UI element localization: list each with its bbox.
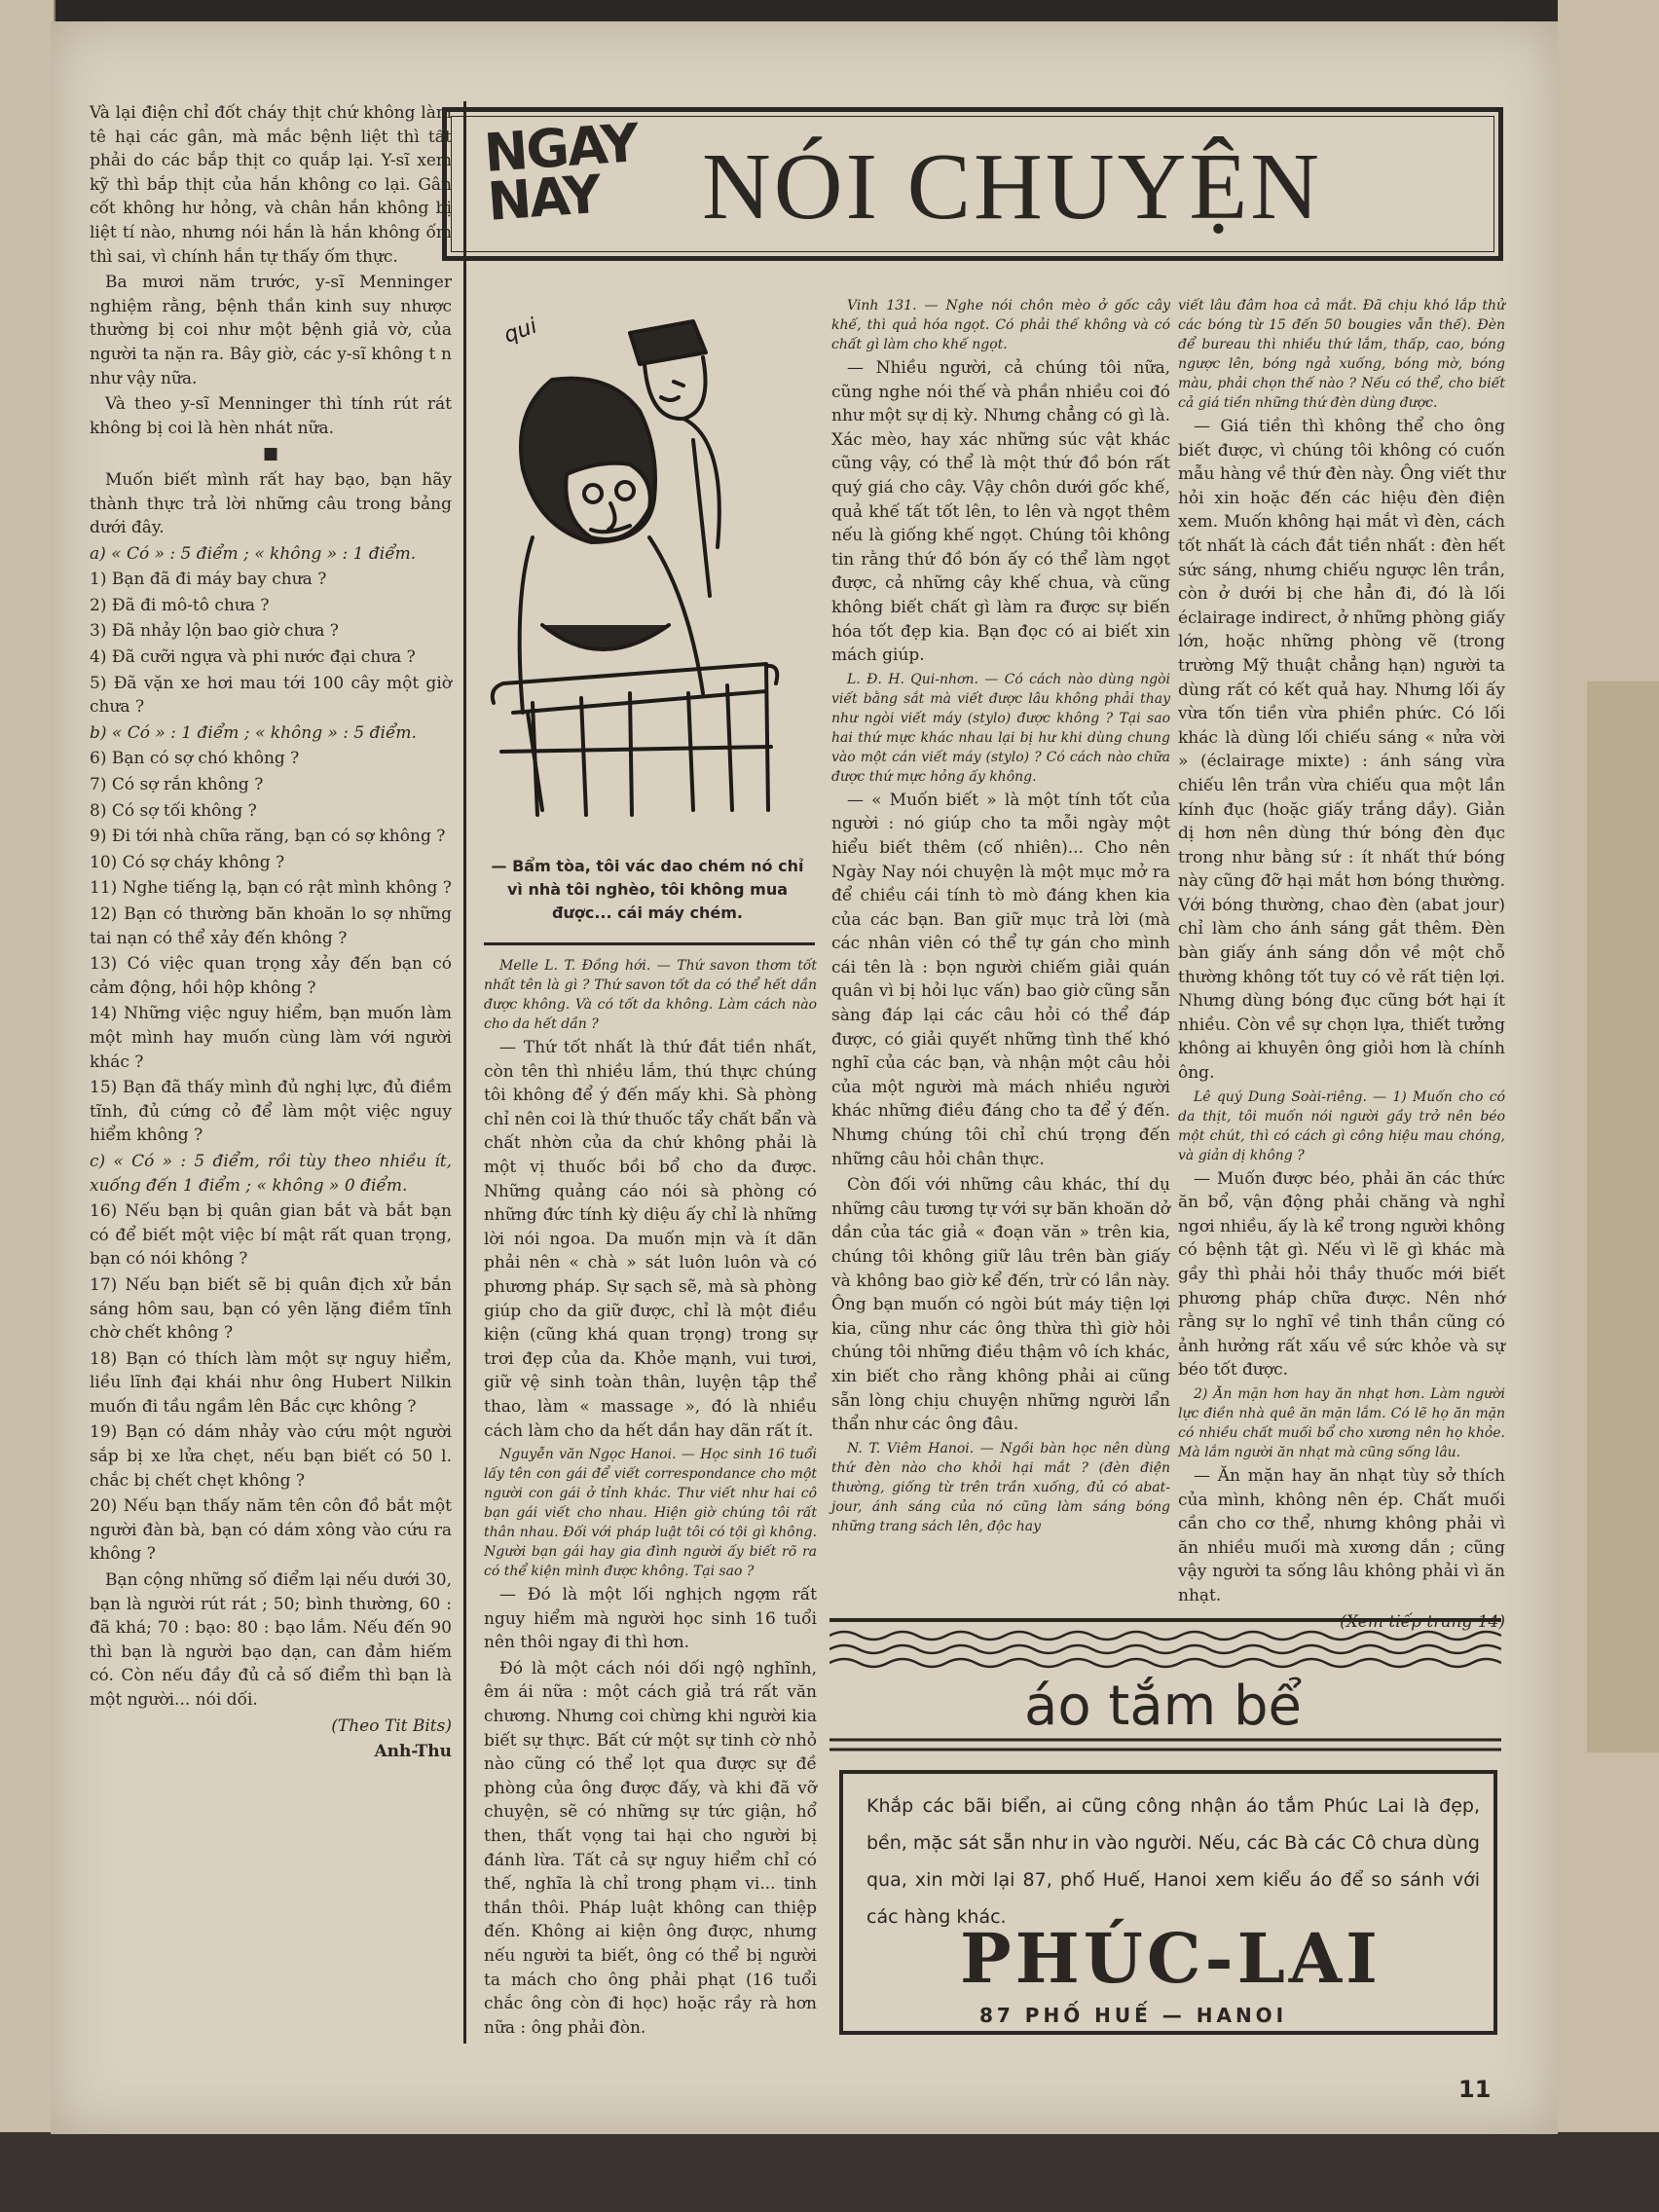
quiz-question: 9) Đi tới nhà chữa răng, bạn có sợ không ? xyxy=(90,827,446,847)
reader-question: viết lâu đâm hoa cả mắt. Đã chịu khó lắp thử các bóng từ 15 đến 50 bougies vẫn thế). Đèn để bureau thì nhiều thứ lắm, thấp, cao, bóng ngược lên, bóng ngả xuống, bóng mờ, bóng màu, phải chọn thế nào ? Nếu có thể, cho biết cả giá tiền những thứ đèn dùng được. xyxy=(1178,298,1505,411)
column-left xyxy=(90,101,452,1766)
svg-text:qui: qui xyxy=(500,313,541,349)
reader-question: Lê quý Dung Soài-riêng. — 1) Muốn cho có da thịt, tôi muốn nói người gầy trở nên béo một chút, thì có cách gì công hiệu mau chóng, và giản dị không ? xyxy=(1178,1088,1505,1163)
column-center-left xyxy=(484,956,817,2042)
bottom-shadow xyxy=(0,2132,1659,2212)
quiz-question: 2) Đã đi mô-tô chưa ? xyxy=(90,595,270,615)
section-bullet: ■ xyxy=(262,444,279,464)
section-header xyxy=(442,107,1503,261)
reader-question: L. Đ. H. Qui-nhơn. — Có cách nào dùng ngòi viết bằng sắt mà viết được lâu không phải thay như ngòi viết máy (stylo) được không ? Tại sao hai thứ mực khác nhau lại bị hư khi dùng chung vào một cán viết máy (stylo) ? Có cách nào chữa được thứ mực hỏng ấy không. xyxy=(831,671,1170,785)
author-signature: Anh-Thu xyxy=(374,1742,452,1762)
quiz-scoring: b) « Có » : 1 điểm ; « không » : 5 điểm. xyxy=(90,722,417,743)
quiz-question: 12) Bạn có thường băn khoăn lo sợ những tai nạn có thể xảy đến không ? xyxy=(90,904,452,948)
reader-question: N. T. Viêm Hanoi. — Ngồi bàn học nên dùng thứ đèn nào cho khỏi hại mắt ? (đèn điện thường, giống từ trên trần xuống, đủ có abat-jour, ánh sáng của nó cũng làm sáng bóng những trang sách lên, độc hay xyxy=(831,1440,1170,1534)
quiz-result: Bạn cộng những số điểm lại nếu dưới 30, bạn là người rút rát ; 50; bình thường, 60 : đã khá; 70 : bạo: 80 : bạo lắm. Nếu đến 90 thì bạn là người bạo dạn, can đảm hiếm có. Còn nếu đầy đủ cả số điểm thì bạn là một người... nói dối. xyxy=(90,1570,452,1710)
section-title: NÓI CHUYỆN xyxy=(702,134,1322,240)
quiz-question: 13) Có việc quan trọng xảy đến bạn có cảm động, hồi hộp không ? xyxy=(90,954,452,998)
quiz-question: 4) Đã cưỡi ngựa và phi nước đại chưa ? xyxy=(90,647,416,668)
reader-question: Melle L. T. Đồng hới. — Thứ savon thơm tốt nhất tên là gì ? Thứ savon tốt da có thể hết dần được không. Và có tốt da không. Làm cách nào cho da hết dần ? xyxy=(484,958,817,1032)
quiz-scoring: c) « Có » : 5 điểm, rồi tùy theo nhiều ít, xuống đến 1 điểm ; « không » 0 điểm. xyxy=(90,1151,452,1196)
quiz-question: 1) Bạn đã đi máy bay chưa ? xyxy=(90,570,327,590)
quiz-question: 8) Có sợ tối không ? xyxy=(90,800,257,821)
source-credit: (Theo Tit Bits) xyxy=(331,1715,452,1736)
answer-paragraph: — Đó là một lối nghịch ngợm rất nguy hiểm mà người học sinh 16 tuổi nên thôi ngay đi thì hơn. xyxy=(484,1585,817,1653)
column-center xyxy=(831,296,1170,1538)
ad-address: 87 PHỐ HUẾ — HANOI xyxy=(979,2004,1288,2027)
ad-title: áo tắm bể xyxy=(1024,1675,1303,1738)
page-number: 11 xyxy=(1458,2076,1492,2103)
reader-question: Vinh 131. — Nghe nói chôn mèo ở gốc cây khế, thì quả hóa ngọt. Có phải thế không và có chất gì làm cho khế ngọt. xyxy=(831,298,1170,352)
answer-paragraph: — « Muốn biết » là một tính tốt của người : nó giúp cho ta mỗi ngày một hiểu biết thêm (cố nhiên)... Cho nên Ngày Nay nói chuyện là một mục mở ra để chiều cái tính tò mò đáng khen kia của các bạn. Ban giữ mục trả lời (mà các nhân viên có thể tự gán cho mình cái tên là : bọn người chiếm giải quán quân vì bị hỏi lục vấn) bao giờ cũng sẵn sàng đáp lại các câu hỏi có thể đáp được, có giải quyết những tình thế khó nghĩ của các bạn, và nhận một câu hỏi của một người mà mách nhiều người khác những điều đáng cho ta để ý đến. Nhưng chúng tôi chỉ chú trọng đến những câu hỏi chân thực. xyxy=(831,790,1170,1169)
answer-paragraph: — Thứ tốt nhất là thứ đắt tiền nhất, còn tên thì nhiều lắm, thú thực chúng tôi không để ý đến mấy khi. Sà phòng chỉ nên coi là thứ thuốc tẩy chất bẩn và chất nhờn của da chứ không phải là một vị thuốc bồi bổ cho da được. Những quảng cáo nói sà phòng có những đức tính kỳ diệu ấy chỉ là những lời nói ngoa. Da muốn mịn và ít dãn phải nên « chà » sát luôn luôn và có phương pháp. Sự sạch sẽ, mà sà phòng giúp cho da giữ được, chỉ là một điều kiện (cũng khá quan trọng) trong sự trơi đẹp của da. Khỏe mạnh, vui tươi, giữ vệ sinh toàn thân, luyện tập thể thao, làm « massage », đó là nhiều cách làm cho da hết dần hay dãn rất ít. xyxy=(484,1038,817,1441)
quiz-question: 20) Nếu bạn thấy năm tên côn đồ bắt một người đàn bà, bạn có dám xông vào cứu ra không ? xyxy=(90,1496,452,1565)
paragraph: Và theo y-sĩ Menninger thì tính rút rát không bị coi là hèn nhát nữa. xyxy=(90,394,452,438)
answer-paragraph: — Nhiều người, cả chúng tôi nữa, cũng nghe nói thế và phần nhiều coi đó như một sự dị kỳ. Nhưng chẳng có gì là. Xác mèo, hay xác những súc vật khác cũng vậy, có thể là một thứ đồ bón rất quý giá cho cây. Vậy chôn dưới gốc khế, quả khế tất tốt lên, to lên và ngọt thêm nếu là giống khế ngọt. Chúng tôi không tin rằng thứ đồ bón ấy có thể làm ngọt được, cả những cây khế chua, và cũng không biết chất gì làm ra được sự biến hóa tốt đẹp kia. Bạn đọc có ai biết xin mách giúp. xyxy=(831,358,1170,666)
ad-wave-decoration xyxy=(830,1614,1501,1671)
quiz-question: 7) Có sợ rắn không ? xyxy=(90,775,264,795)
newspaper-page xyxy=(51,21,1558,2134)
column-divider xyxy=(463,101,466,2044)
ad-box xyxy=(839,1770,1497,2035)
right-page-torn-strip xyxy=(1587,682,1659,1752)
answer-paragraph: — Giá tiền thì không thể cho ông biết được, vì chúng tôi không có cuốn mẫu hàng về thứ đèn này. Ông viết thư hỏi xin hoặc đến các hiệu đèn điện xem. Muốn không hại mắt vì đèn, cách tốt nhất là cách đắt tiền nhất : đèn hết sức sáng, nhưng chiếu ngược lên trần, còn ở dưới bị che hẳn đi, đó là lối éclairage indirect, ở những phòng giấy lớn, hoặc những phòng vẽ (trong trường Mỹ thuật chẳng hạn) người ta dùng rất có kết quả hay. Nhưng lối ấy vừa tốn tiền vừa phiền phức. Có lối khác là dùng lối chiếu sáng « nửa vời » (éclairage mixte) : ánh sáng vừa chiếu lên trần vừa chiếu qua một lần kính đục (hoặc giấy trắng dầy). Giản dị hơn nên dùng thứ bóng đèn đục trong như bằng sứ : ít nhất thứ bóng này cũng đỡ hại mắt hơn bóng thường. Với bóng thường, chao đèn (abat jour) chỉ làm cho ánh sáng gắt thêm. Đèn bàn giấy ánh sáng dồn về một chỗ thường không tốt tuy có vẻ rất tiện lợi. Nhưng dùng bóng đục cũng bớt hại ít nhiều. Còn về sự chọn lựa, thiết tưởng không ai khuyên ông giỏi hơn là chính ông. xyxy=(1178,417,1505,1084)
quiz-question: 18) Bạn có thích làm một sự nguy hiểm, liều lĩnh đại khái như ông Hubert Nilkin muốn đi tầu ngầm lên Bắc cực không ? xyxy=(90,1348,452,1417)
caption-rule xyxy=(484,942,815,945)
quiz-question: 14) Những việc nguy hiểm, bạn muốn làm một mình hay muốn cùng làm với người khác ? xyxy=(90,1004,452,1072)
continued-note: (Xem tiếp trang 14) xyxy=(1340,1611,1505,1632)
ngay-nay-logo: NGAY NAY xyxy=(482,112,640,233)
answer-paragraph: — Muốn được béo, phải ăn các thức ăn bổ, vận động phải chăng và nghỉ ngơi nhiều, ấy là kể trong người không có bệnh tật gì. Nếu vì lẽ gì khác mà gầy thì phải hỏi thầy thuốc mới biết phương pháp chữa được. Nên nhớ rằng sự lo nghĩ về tinh thần cũng có ảnh hưởng rất xấu về sức khỏe và sự béo tốt được. xyxy=(1178,1168,1505,1381)
quiz-question: 17) Nếu bạn biết sẽ bị quân địch xử bắn sáng hôm sau, bạn có yên lặng điềm tĩnh chờ chết không ? xyxy=(90,1274,452,1344)
answer-paragraph: Đó là một cách nói dối ngộ nghĩnh, êm ái nữa : một cách giả trá rất văn chương. Nhưng coi chừng khi người kia biết sự thực. Bất cứ một sự tinh cờ nhỏ nào cũng có thể lọt qua được sự đề phòng của ông được đấy, và khi đã vỡ chuyện, sẽ có những sự tức giận, hổ then, thất vọng tai hại cho người bị đánh lừa. Tất cả sự nguy hiểm chỉ có thế, nghĩa là chỉ trong phạm vi... tinh thần thôi. Pháp luật không can thiệp đến. Không ai kiện ông được, nhưng nếu người ta biết, ông có thể bị người ta mách cho ông phải phạt (16 tuổi chắc ông còn đi học) hoặc rầy rà hơn nữa : ông phải đòn. xyxy=(484,1658,817,2038)
reader-question: Nguyễn văn Ngọc Hanoi. — Học sinh 16 tuổi lấy tên con gái để viết correspondance cho một người con gái ở tỉnh khác. Thư viết như hai cô bạn gái viết cho nhau. Hiện giờ chúng tôi rất thân nhau. Đối với pháp luật tôi có tội gì không. Người bạn gái hay gia đình người ấy biết rõ ra có thể kiện mình được không. Tại sao ? xyxy=(484,1447,817,1580)
reader-question: 2) Ăn mặn hơn hay ăn nhạt hơn. Làm người lực điền nhà quê ăn mặn lắm. Có lẽ họ ăn mặn có nhiều chất muối bổ cho xương nên họ khỏe. Mà lắm người ăn nhạt mà cũng sống lâu. xyxy=(1178,1385,1505,1460)
quiz-question: 19) Bạn có dám nhảy vào cứu một người sắp bị xe lửa chẹt, nếu bạn biết có 50 l. chắc bị chết chẹt không ? xyxy=(90,1422,452,1491)
illustration-caption: — Bẩm tòa, tôi vác dao chém nó chỉ vì nhà tôi nghèo, tôi không mua được... cái máy chém. xyxy=(491,857,804,922)
quiz-question: 15) Bạn đã thấy mình đủ nghị lực, đủ điềm tĩnh, đủ cứng cỏ để làm một việc nguy hiểm không ? xyxy=(90,1078,452,1146)
quiz-intro: Muốn biết mình rất hay bạo, bạn hãy thành thực trả lời những câu trong bảng dưới đây. xyxy=(90,469,452,538)
answer-paragraph: Còn đối với những câu khác, thí dụ những câu tương tự với sự băn khoăn dở dần của tác giả « đoạn văn » trên kia, chúng tôi không giữ lâu trên bàn giấy và không bao giờ kể đến, trừ có lần này. Ông bạn muốn có ngòi bút máy tiện lợi kia, cũng như các ông thừa thì giờ hỏi chúng tôi những điều thậm vô ích khác, xin biết cho rằng không phải ai cũng sẵn lòng chịu chuyện những người lẩn thẩn như các ông đâu. xyxy=(831,1175,1170,1435)
column-right xyxy=(1178,296,1505,1636)
quiz-question: 10) Có sợ cháy không ? xyxy=(90,852,285,872)
quiz-question: 3) Đã nhảy lộn bao giờ chưa ? xyxy=(90,621,339,642)
ad-lines-decoration xyxy=(830,1735,1501,1754)
quiz-question: 11) Nghe tiếng lạ, bạn có rật mình không ? xyxy=(90,878,452,899)
quiz-question: 16) Nếu bạn bị quân gian bắt và bắt bạn có để biết một việc bí mật rất quan trọng, bạn có nói không ? xyxy=(90,1201,452,1270)
answer-paragraph: — Ăn mặn hay ăn nhạt tùy sở thích của mình, không nên ép. Chất muối cần cho cơ thể, nhưng không phải vì ăn nhiều muối mà xương dắn ; cũng vậy người ta sống lâu không phải vì ăn nhạt. xyxy=(1178,1465,1505,1605)
ad-brand-name: PHÚC-LAI xyxy=(960,1918,1382,1999)
adjacent-page-edge xyxy=(0,0,55,2142)
cartoon-illustration xyxy=(484,304,805,830)
quiz-scoring: a) « Có » : 5 điểm ; « không » : 1 điểm. xyxy=(90,543,417,564)
paragraph: Ba mươi năm trước, y-sĩ Menninger nghiệm rằng, bệnh thần kinh suy nhược thường bị coi như một bệnh giả vờ, của người ta nặn ra. Bây giờ, các y-sĩ không t n như vậy nữa. xyxy=(90,273,452,388)
paragraph: Và lại điện chỉ đốt cháy thịt chứ không làm tê hại các gân, mà mắc bệnh liệt thì tất phải do các bắp thịt co quắp lại. Y-sĩ xem kỹ thì bắp thịt của hắn không co lại. Gân cốt không hư hỏng, và chân hắn không bị liệt tí nào, nhưng nói hắn là hắn không ốm thì sai, vì chính hắn tự thấy ốm thực. xyxy=(90,103,452,267)
quiz-question: 5) Đã vặn xe hơi mau tới 100 cây một giờ chưa ? xyxy=(90,673,452,718)
ad-body: Khắp các bãi biển, ai cũng công nhận áo tắm Phúc Lai là đẹp, bền, mặc sát sẵn như in vào người. Nếu, các Bà các Cô chưa dùng qua, xin mời lại 87, phố Huế, Hanoi xem kiểu áo để so sánh với các hàng khác. xyxy=(866,1795,1480,1928)
quiz-question: 6) Bạn có sợ chó không ? xyxy=(90,749,300,769)
